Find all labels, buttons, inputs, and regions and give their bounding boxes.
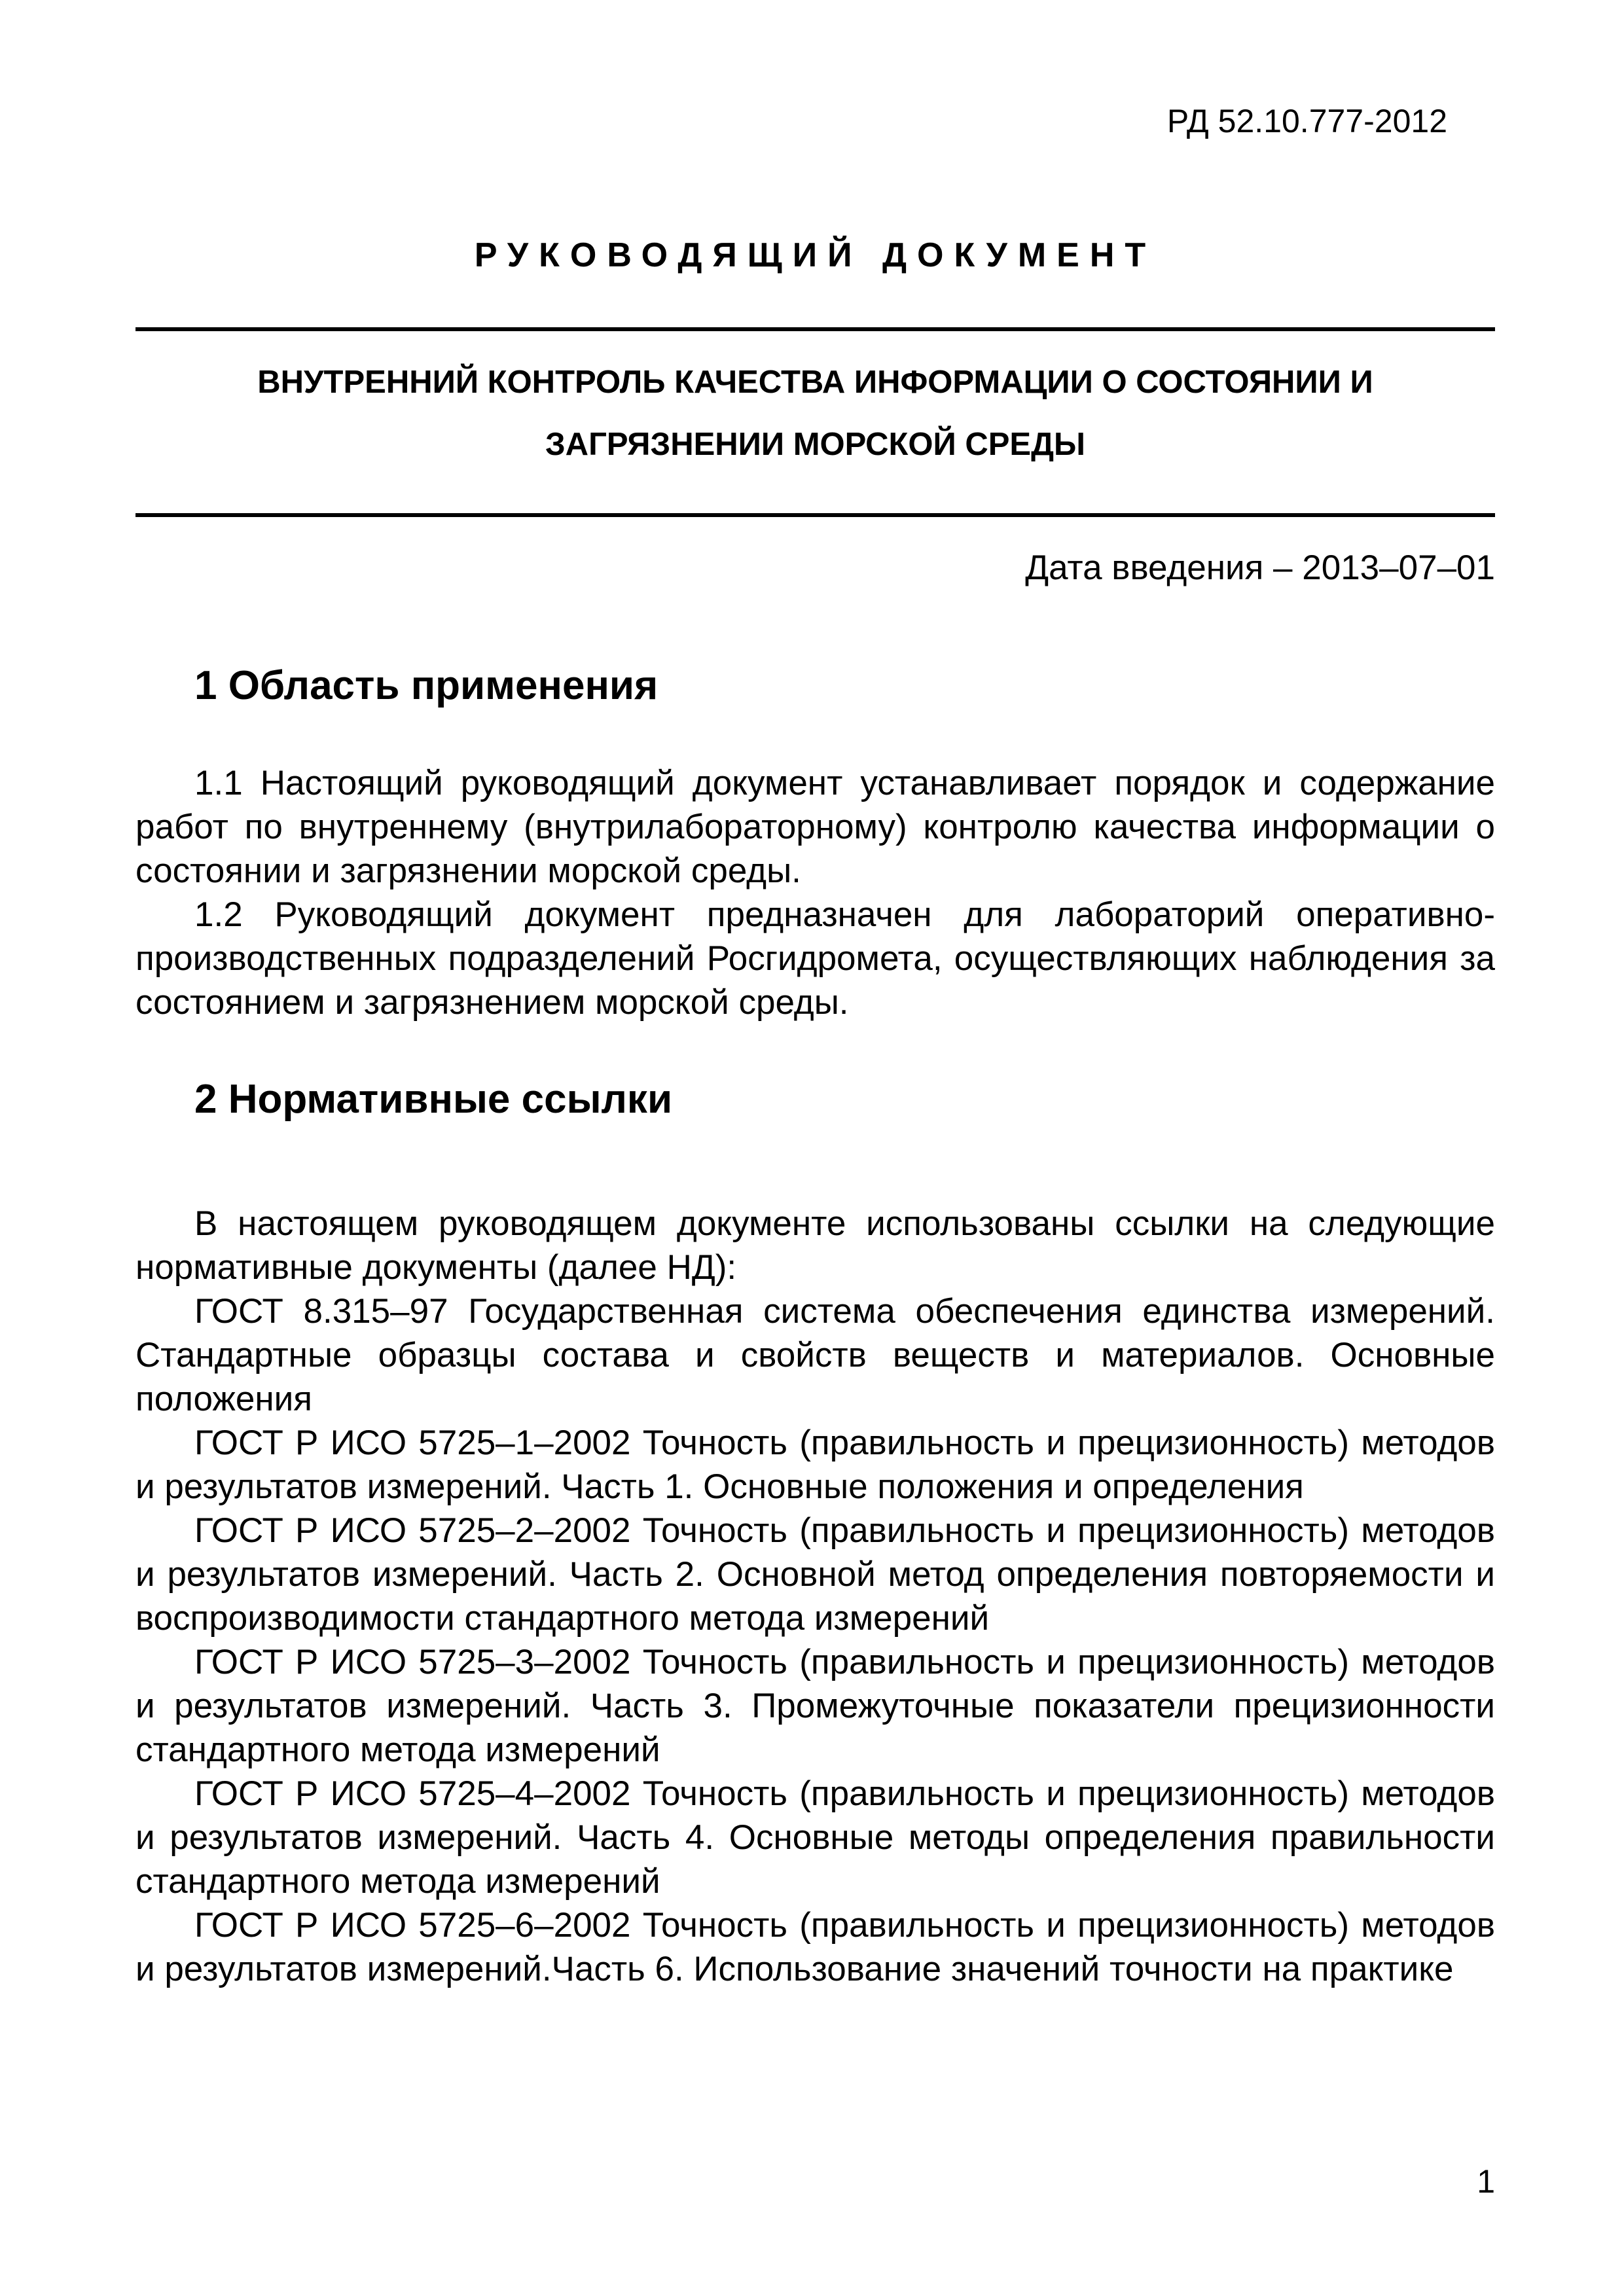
introduction-date: Дата введения – 2013–07–01	[1025, 548, 1495, 587]
title-top-rule	[135, 327, 1495, 331]
page-number: 1	[1477, 2163, 1495, 2200]
paragraph-1-1: 1.1 Настоящий руководящий документ устанавливает порядок и содержание работ по внутреннему (внутрилабораторному) контролю качества информации о состоянии и загрязнении морской среды.	[135, 764, 1495, 890]
paragraph-1-2: 1.2 Руководящий документ предназначен для лабораторий оперативно-производственных подразделений Росгидромета, осуществляющих наблюдения за состоянием и загрязнением морской среды.	[135, 895, 1495, 1022]
reference-gost-5725-4: ГОСТ Р ИСО 5725–4–2002 Точность (правильность и прецизионность) методов и результатов измерений. Часть 4. Основные методы определения правильности стандартного метода измерений	[135, 1774, 1495, 1901]
document-title	[135, 351, 1495, 476]
reference-gost-5725-3: ГОСТ Р ИСО 5725–3–2002 Точность (правильность и прецизионность) методов и результатов измерений. Часть 3. Промежуточные показатели прецизионности стандартного метода измерений	[135, 1643, 1495, 1769]
document-code: РД 52.10.777-2012	[1166, 103, 1447, 139]
section-2-body	[135, 1202, 1495, 1991]
section-1-body	[135, 761, 1495, 1024]
document-title-line-1: ВНУТРЕННИЙ КОНТРОЛЬ КАЧЕСТВА ИНФОРМАЦИИ О СОСТОЯНИИ И	[257, 365, 1373, 400]
reference-gost-5725-1: ГОСТ Р ИСО 5725–1–2002 Точность (правильность и прецизионность) методов и результатов измерений. Часть 1. Основные положения и определения	[135, 1424, 1495, 1506]
reference-gost-5725-6: ГОСТ Р ИСО 5725–6–2002 Точность (правильность и прецизионность) методов и результатов измерений.Часть 6. Использование значений точности на практике	[135, 1906, 1495, 1988]
reference-gost-8-315: ГОСТ 8.315–97 Государственная система обеспечения единства измерений. Стандартные образцы состава и свойств веществ и материалов. Основные положения	[135, 1292, 1495, 1418]
section-2-heading: 2 Нормативные ссылки	[194, 1077, 673, 1122]
document-title-line-2: ЗАГРЯЗНЕНИИ МОРСКОЙ СРЕДЫ	[545, 427, 1085, 462]
title-bottom-rule	[135, 513, 1495, 517]
section-1-heading: 1 Область применения	[194, 663, 659, 708]
reference-gost-5725-2: ГОСТ Р ИСО 5725–2–2002 Точность (правильность и прецизионность) методов и результатов измерений. Часть 2. Основной метод определения повторяемости и воспроизводимости стандартного метода измерений	[135, 1511, 1495, 1638]
references-intro-paragraph: В настоящем руководящем документе использованы ссылки на следующие нормативные документы (далее НД):	[135, 1204, 1495, 1287]
document-type-heading: РУКОВОДЯЩИЙ ДОКУМЕНТ	[474, 236, 1157, 274]
